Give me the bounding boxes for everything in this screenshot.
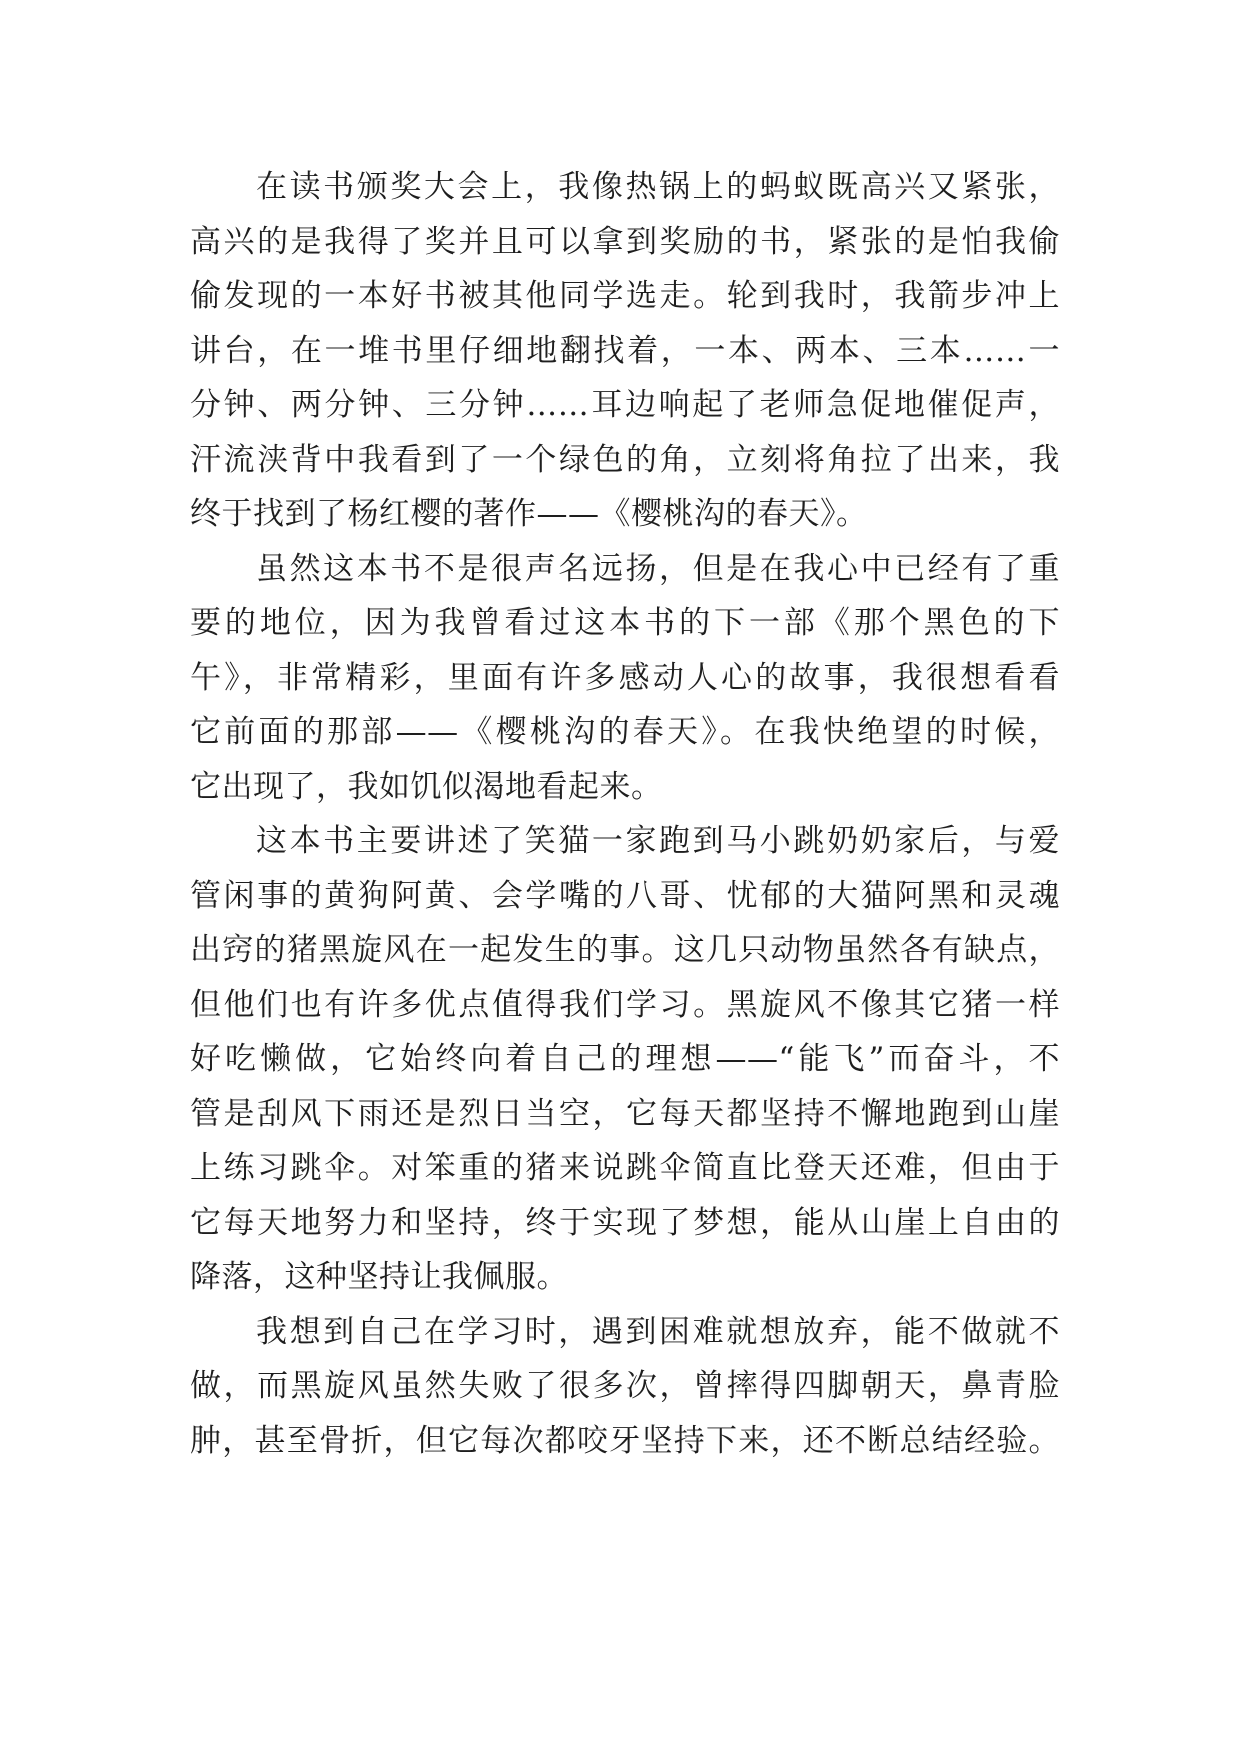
paragraph-3-line-1: 这本书主要讲述了笑猫一家跑到马小跳奶奶家后，与爱 (256, 823, 1060, 859)
paragraph-1-line-4: 讲台，在一堆书里仔细地翻找着，一本、两本、三本……一 (190, 332, 1060, 369)
paragraph-3-line-6: 管是刮风下雨还是烈日当空，它每天都坚持不懈地跑到山崖 (190, 1095, 1060, 1132)
paragraph-2-line-3: 午》，非常精彩，里面有许多感动人心的故事，我很想看看 (190, 659, 1060, 696)
paragraph-1-line-3: 偷发现的一本好书被其他同学选走。轮到我时，我箭步冲上 (190, 278, 1060, 314)
paragraph-1-line-2: 高兴的是我得了奖并且可以拿到奖励的书，紧张的是怕我偷 (190, 223, 1060, 260)
paragraph-3-line-7: 上练习跳伞。对笨重的猪来说跳伞简直比登天还难，但由于 (190, 1150, 1060, 1186)
paragraph-3-line-5: 好吃懒做，它始终向着自己的理想——“能飞”而奋斗，不 (190, 1041, 1060, 1077)
paragraph-1-line-1: 在读书颁奖大会上，我像热锅上的蚂蚁既高兴又紧张， (256, 169, 1060, 205)
paragraph-3-line-2: 管闲事的黄狗阿黄、会学嘴的八哥、忧郁的大猫阿黑和灵魂 (190, 877, 1060, 914)
paragraph-2-line-5: 它出现了，我如饥似渴地看起来。 (190, 768, 663, 805)
essay-body (190, 160, 1060, 1468)
paragraph-1-line-7: 终于找到了杨红樱的著作——《樱桃沟的春天》。 (190, 496, 868, 532)
paragraph-2-line-4: 它前面的那部——《樱桃沟的春天》。在我快绝望的时候， (190, 714, 1060, 750)
paragraph-4-line-2: 做，而黑旋风虽然失败了很多次，曾摔得四脚朝天，鼻青脸 (190, 1368, 1060, 1404)
paragraph-2-line-1: 虽然这本书不是很声名远扬，但是在我心中已经有了重 (256, 550, 1060, 587)
paragraph-1-line-6: 汗流浃背中我看到了一个绿色的角，立刻将角拉了出来，我 (190, 441, 1060, 478)
paragraph-3-line-9: 降落，这种坚持让我佩服。 (190, 1259, 568, 1295)
paragraph-3-line-3: 出窍的猪黑旋风在一起发生的事。这几只动物虽然各有缺点， (190, 932, 1060, 968)
paragraph-4-line-3: 肿，甚至骨折，但它每次都咬牙坚持下来，还不断总结经验。 (190, 1422, 1060, 1459)
paragraph-3-line-4: 但他们也有许多优点值得我们学习。黑旋风不像其它猪一样 (190, 986, 1060, 1023)
paragraph-2-line-2: 要的地位，因为我曾看过这本书的下一部《那个黑色的下 (190, 605, 1060, 641)
paragraph-1-line-5: 分钟、两分钟、三分钟……耳边响起了老师急促地催促声， (190, 387, 1060, 423)
paragraph-4-line-1: 我想到自己在学习时，遇到困难就想放弃，能不做就不 (256, 1313, 1060, 1350)
paragraph-3-line-8: 它每天地努力和坚持，终于实现了梦想，能从山崖上自由的 (190, 1204, 1060, 1241)
